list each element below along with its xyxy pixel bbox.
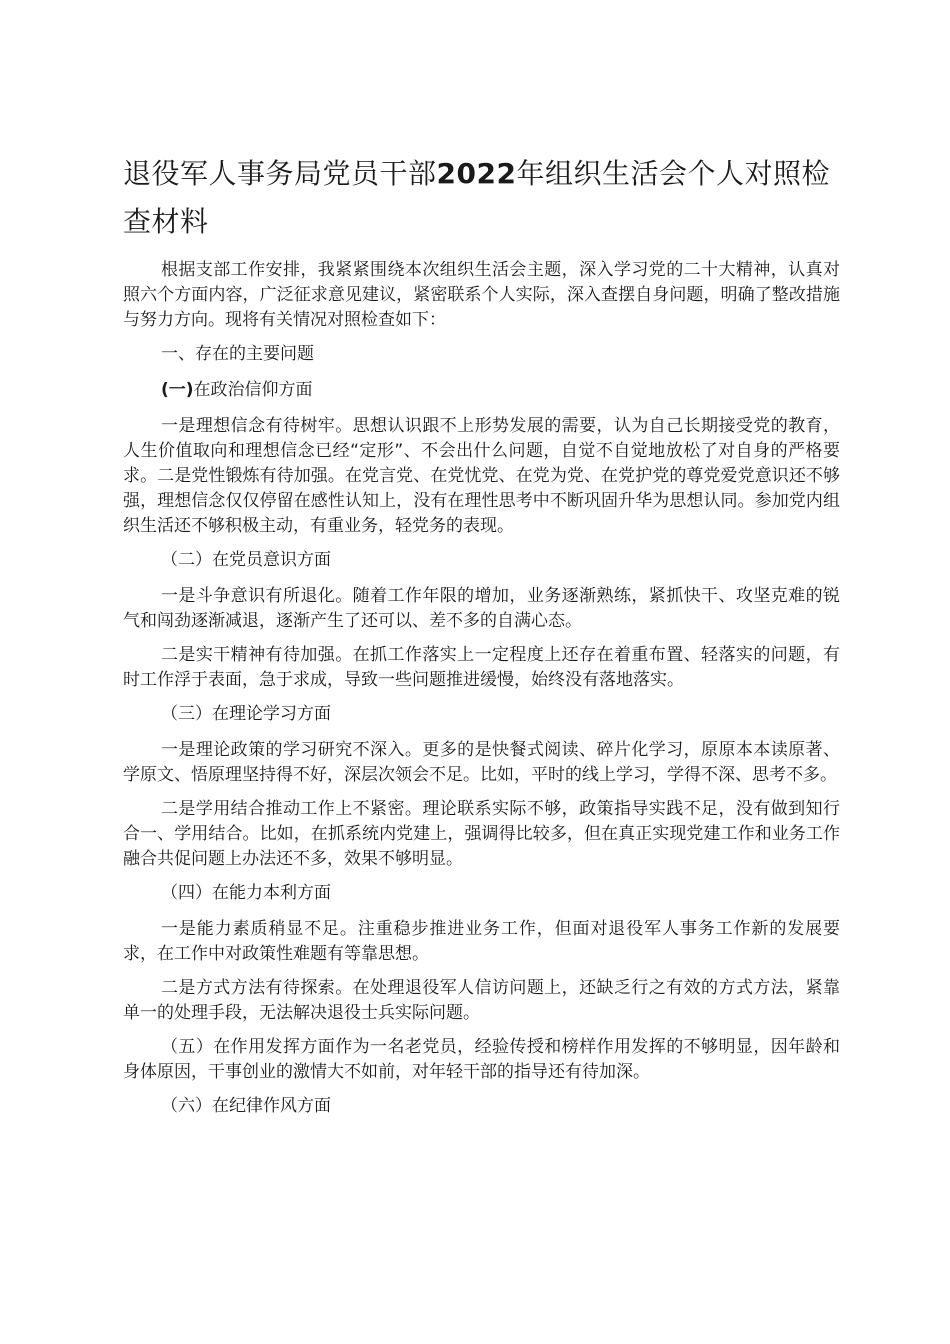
paragraph-theory-research: 一是理论政策的学习研究不深入。更多的是快餐式阅读、碎片化学习，原原本本读原著、学原文、悟原理坚持得不好，深层次领会不足。比如，平时的线上学习，学得不深、思考不多。 [123,740,840,785]
intro-paragraph: 根据支部工作安排，我紧紧围绕本次组织生活会主题，深入学习党的二十大精神，认真对照六个方面内容，广泛征求意见建议，紧密联系个人实际，深入查摆自身问题，明确了整改措施与努力方向。现将有关情况对照检查如下： [123,260,840,330]
title-year: 2022 [436,157,517,190]
paragraph-struggle-awareness: 一是斗争意识有所退化。随着工作年限的增加，业务逐渐熟练，紧抓快干、攻坚克难的锐气和闯劲逐渐减退，逐渐产生了还可以、差不多的自满心态。 [123,586,840,631]
subheading-prefix: (一) [161,380,194,400]
subheading-text: 在政治信仰方面 [193,380,313,400]
paragraph-political-belief: 一是理想信念有待树牢。思想认识跟不上形势发展的需要，认为自己长期接受党的教育，人生价值取向和理想信念已经“定形”、不会出什么问题，自觉不自觉地放松了对自身的严格要求。二是党性锻炼有待加强。在党言党、在党忧党、在党为党、在党护党的尊党爱党意识还不够强，理想信念仅仅停留在感性认知上，没有在理性思考中不断巩固升华为思想认同。参加党内组织生活还不够积极主动，有重业务，轻党务的表现。 [123,416,840,536]
subheading-discipline: （六）在纪律作风方面 [161,1096,331,1116]
document-page [123,150,840,1130]
section-heading-problems: 一、存在的主要问题 [161,344,314,364]
title-part1: 退役军人事务局党员干部 [123,157,437,190]
paragraph-ability-quality: 一是能力素质稍显不足。注重稳步推进业务工作，但面对退役军人事务工作新的发展要求，在工作中对政策性难题有等靠思想。 [123,919,840,964]
document-title [123,150,840,246]
paragraph-role-play: （五）在作用发挥方面作为一名老党员，经验传授和榜样作用发挥的不够明显，因年龄和身体原因，干事创业的激情大不如前，对年轻干部的指导还有待加深。 [123,1037,840,1082]
subheading-theory-study: （三）在理论学习方面 [161,704,331,724]
subheading-political-belief [123,378,840,403]
paragraph-practical-spirit: 二是实干精神有待加强。在抓工作落实上一定程度上还存在着重布置、轻落实的问题，有时工作浮于表面，急于求成，导致一些问题推进缓慢，始终没有落地落实。 [123,645,840,690]
subheading-party-awareness: （二）在党员意识方面 [161,550,331,570]
title-part2: 年组织生活会个人对照检查材料 [123,157,830,238]
subheading-ability: （四）在能力本利方面 [161,883,331,903]
paragraph-study-application: 二是学用结合推动工作上不紧密。理论联系实际不够，政策指导实践不足，没有做到知行合一、学用结合。比如，在抓系统内党建上，强调得比较多，但在真正实现党建工作和业务工作融合共促问题上办法还不多，效果不够明显。 [123,799,840,869]
paragraph-methods: 二是方式方法有待探索。在处理退役军人信访问题上，还缺乏行之有效的方式方法，紧靠单一的处理手段，无法解决退役士兵实际问题。 [123,978,840,1023]
